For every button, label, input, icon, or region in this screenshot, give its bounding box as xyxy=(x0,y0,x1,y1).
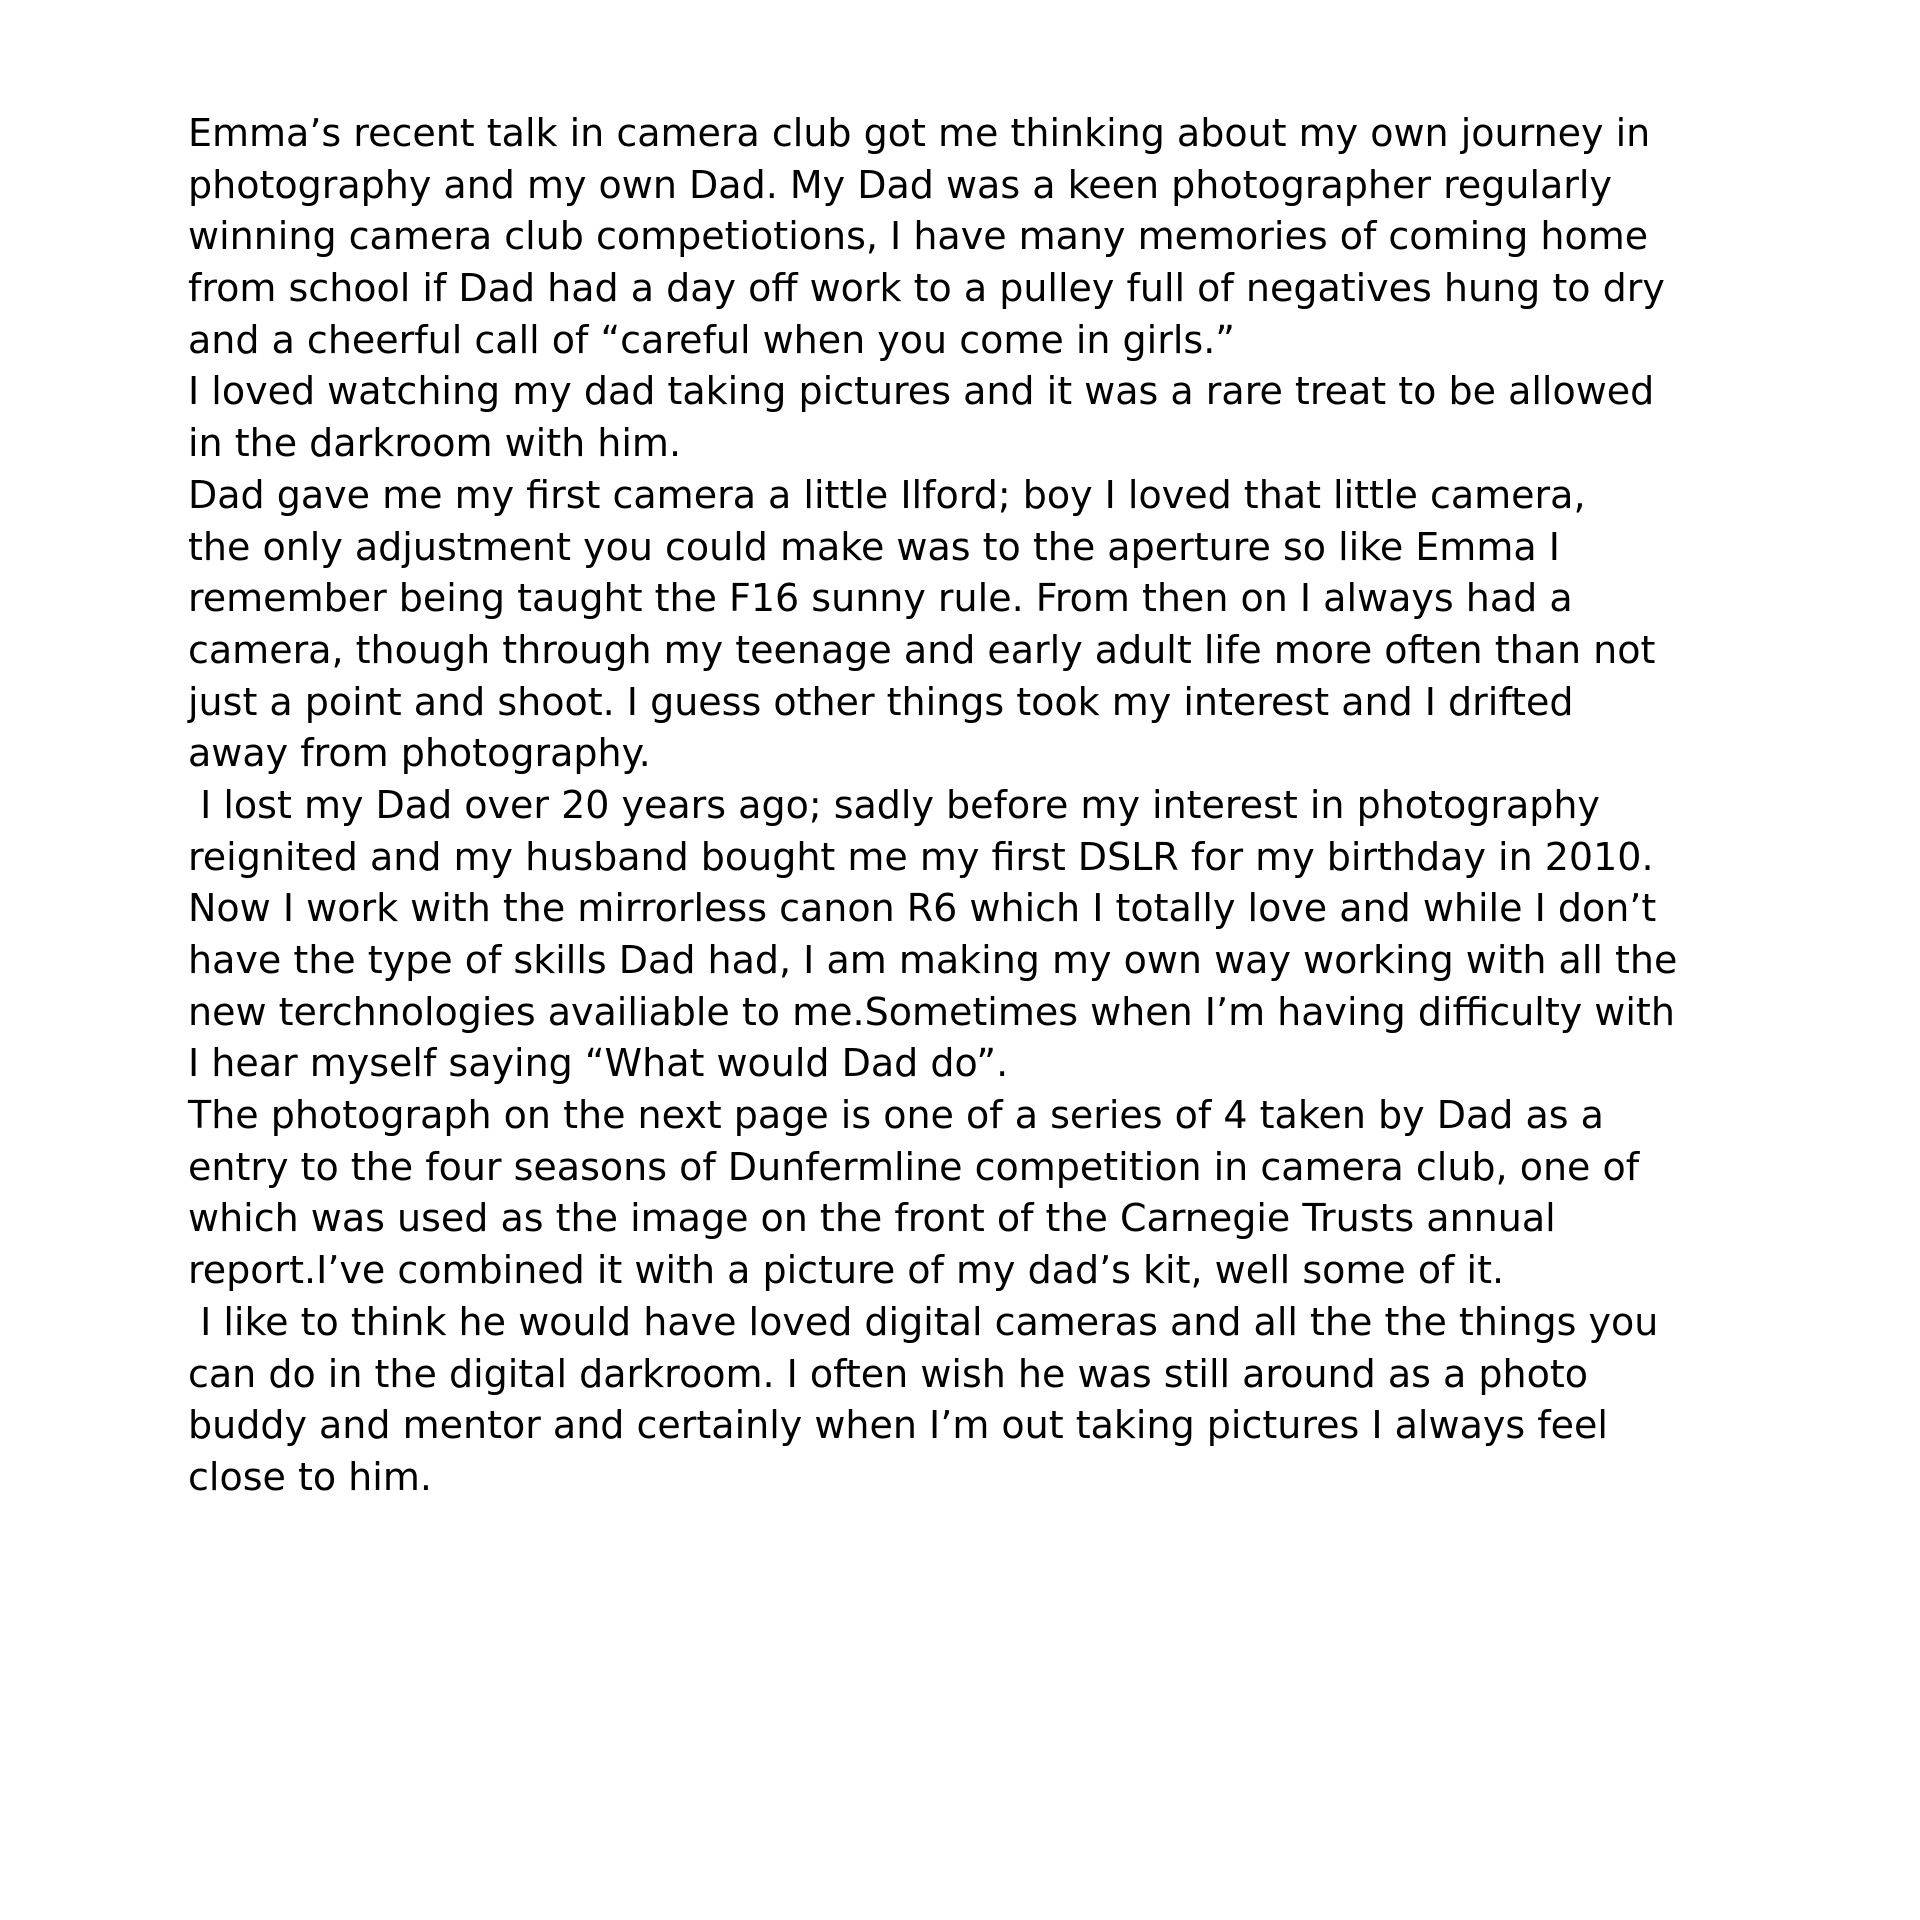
text-line: Emma’s recent talk in camera club got me thinking about my own journey in xyxy=(188,111,1651,155)
text-line: just a point and shoot. I guess other things took my interest and I drifted xyxy=(188,679,1574,724)
text-line: the only adjustment you could make was to the aperture so like Emma I xyxy=(188,524,1560,569)
text-line: camera, though through my teenage and early adult life more often than not xyxy=(188,627,1656,672)
text-line: have the type of skills Dad had, I am making my own way working with all the xyxy=(188,938,1678,982)
letter-body xyxy=(188,108,1888,1504)
text-line: I lost my Dad over 20 years ago; sadly before my interest in photography xyxy=(188,782,1600,827)
text-line: report.I’ve combined it with a picture of my dad’s kit, well some of it. xyxy=(188,1248,1505,1293)
text-line: close to him. xyxy=(188,1454,432,1499)
text-line: photography and my own Dad. My Dad was a keen photographer regularly xyxy=(188,162,1612,207)
text-line: which was used as the image on the front of the Carnegie Trusts annual xyxy=(188,1196,1556,1241)
text-line: reignited and my husband bought me my first DSLR for my birthday in 2010. xyxy=(188,834,1654,879)
text-line: I like to think he would have loved digital cameras and all the the things you xyxy=(188,1299,1659,1344)
text-line: entry to the four seasons of Dunfermline competition in camera club, one of xyxy=(188,1144,1640,1189)
text-line: buddy and mentor and certainly when I’m out taking pictures I always feel xyxy=(188,1403,1608,1448)
text-line: I loved watching my dad taking pictures and it was a rare treat to be allowed xyxy=(188,369,1655,414)
text-line: Dad gave me my first camera a little Ilford; boy I loved that little camera, xyxy=(188,472,1586,517)
text-line: remember being taught the F16 sunny rule. From then on I always had a xyxy=(188,576,1573,621)
text-line: away from photography. xyxy=(188,731,651,776)
text-line: can do in the digital darkroom. I often wish he was still around as a photo xyxy=(188,1351,1588,1396)
text-line: and a cheerful call of “careful when you come in girls.” xyxy=(188,317,1235,362)
text-line: Now I work with the mirrorless canon R6 which I totally love and while I don’t xyxy=(188,886,1657,931)
text-line: winning camera club competiotions, I have many memories of coming home xyxy=(188,214,1649,259)
text-line: I hear myself saying “What would Dad do”. xyxy=(188,1041,1009,1086)
text-line: The photograph on the next page is one of a series of 4 taken by Dad as a xyxy=(188,1093,1604,1138)
text-line: in the darkroom with him. xyxy=(188,421,682,466)
text-line: from school if Dad had a day off work to a pulley full of negatives hung to dry xyxy=(188,266,1665,311)
text-line: new terchnologies availiable to me.Sometimes when I’m having difficulty with xyxy=(188,989,1675,1034)
